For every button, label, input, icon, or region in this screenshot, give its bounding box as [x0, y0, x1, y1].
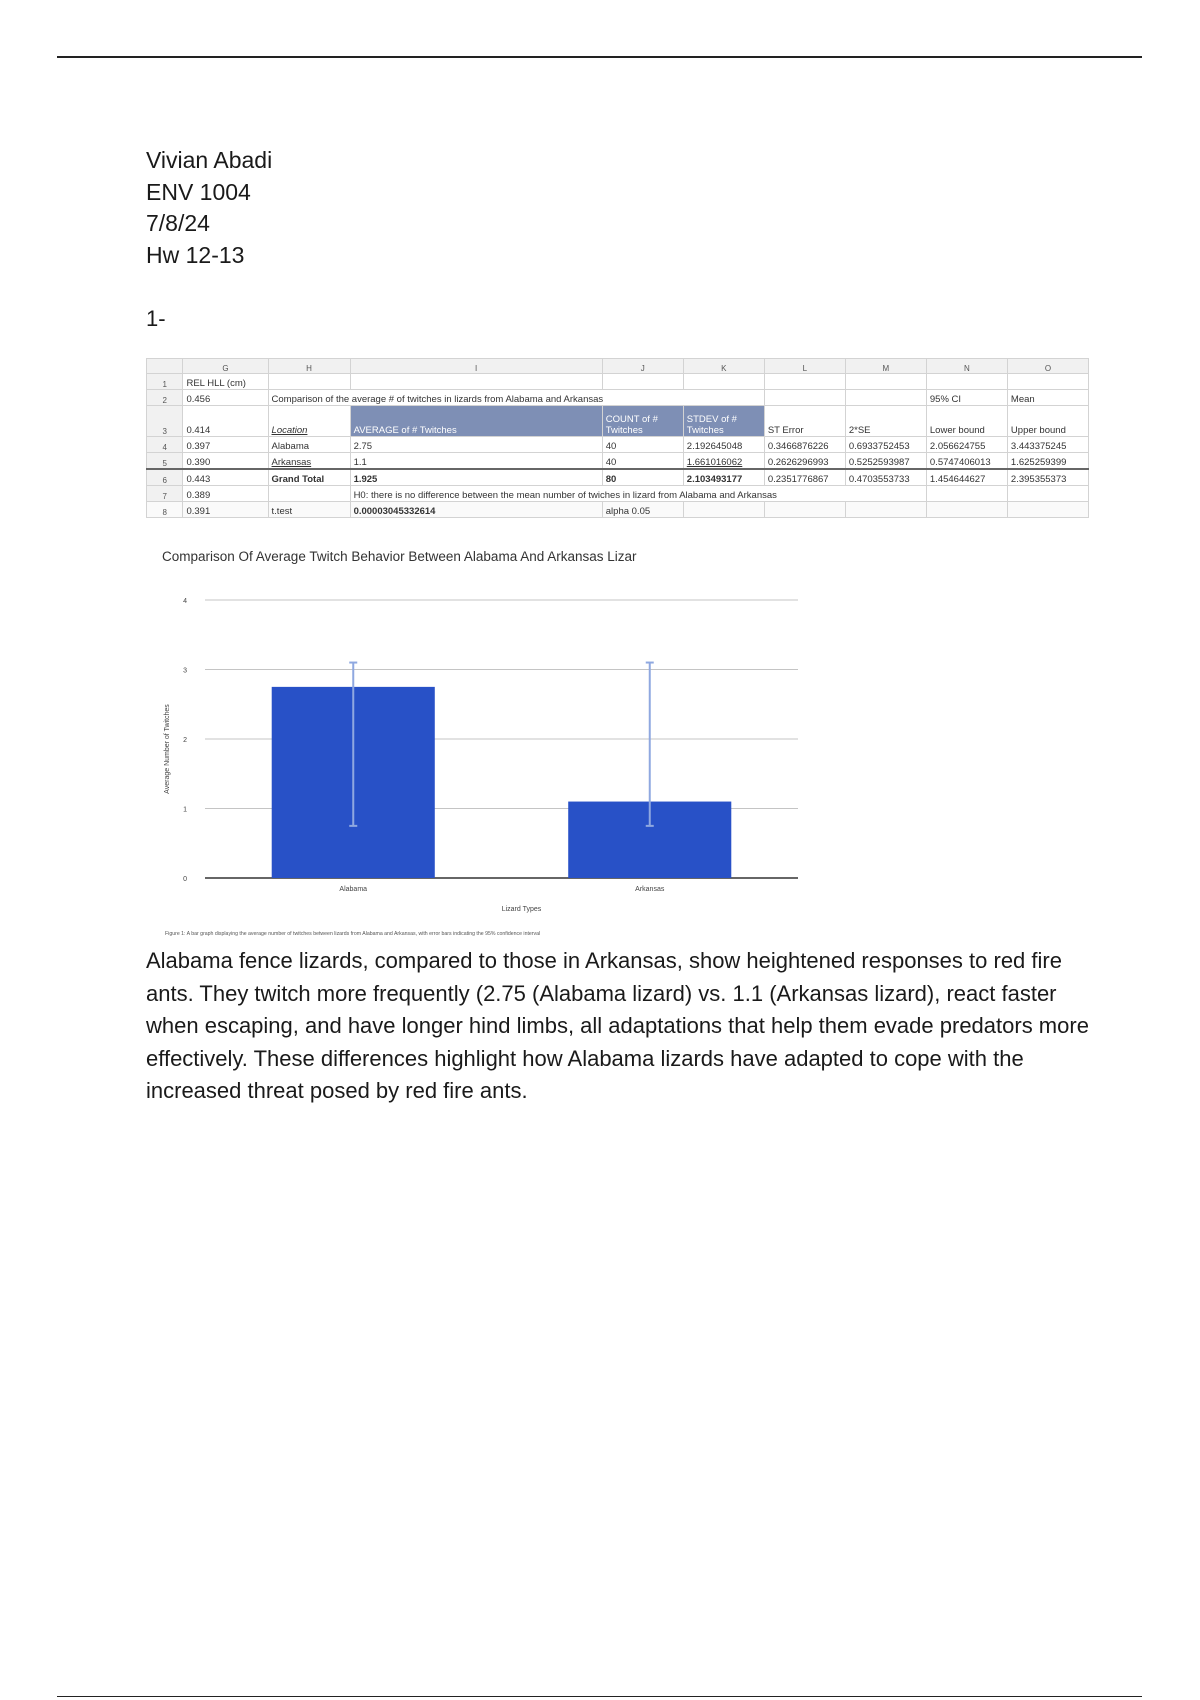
question-number: 1-: [146, 306, 166, 331]
table-cell: 2.192645048: [683, 437, 764, 453]
row-number: 6: [147, 469, 183, 486]
table-header-cell: 2*SE: [845, 406, 926, 437]
table-cell: 0.391: [183, 502, 268, 518]
table-row: [147, 374, 1089, 390]
corner-cell: [147, 359, 183, 374]
table-row: [147, 437, 1089, 453]
table-cell: 0.4703553733: [845, 469, 926, 486]
row-number: 1: [147, 374, 183, 390]
table-cell: 1.1: [350, 453, 602, 470]
x-tick-label: Arkansas: [635, 886, 665, 893]
table-header-cell: AVERAGE of # Twitches: [350, 406, 602, 437]
column-header: I: [350, 359, 602, 374]
column-header: H: [268, 359, 350, 374]
table-cell: 0.2351776867: [764, 469, 845, 486]
table-cell: 0.443: [183, 469, 268, 486]
table-cell: Grand Total: [268, 469, 350, 486]
table-cell: 0.397: [183, 437, 268, 453]
document-date: 7/8/24: [146, 210, 210, 236]
figure-caption: Figure 1: A bar graph displaying the average number of twitches between lizards from Alabama and Arkansas, with error bars indicating the 95% confidence interval: [165, 931, 541, 937]
y-tick-label: 3: [183, 667, 187, 675]
table-header-cell: COUNT of # Twitches: [602, 406, 683, 437]
table-cell: 1.454644627: [926, 469, 1007, 486]
table-cell: 3.443375245: [1007, 437, 1088, 453]
column-header: K: [683, 359, 764, 374]
table-row: [147, 486, 1089, 502]
chart-svg: [150, 570, 810, 940]
table-cell: 2.056624755: [926, 437, 1007, 453]
table-cell: 1.661016062: [683, 453, 764, 470]
row-number: 4: [147, 437, 183, 453]
author-name: Vivian Abadi: [146, 147, 273, 173]
table-cell: 0.414: [183, 406, 268, 437]
column-header: O: [1007, 359, 1088, 374]
document-header: [146, 145, 272, 271]
table-cell: 0.2626296993: [764, 453, 845, 470]
table-header-cell: STDEV of # Twitches: [683, 406, 764, 437]
table-cell: 2.103493177: [683, 469, 764, 486]
table-cell: Mean: [1007, 390, 1088, 406]
table-cell: 1.925: [350, 469, 602, 486]
table-cell: 0.390: [183, 453, 268, 470]
row-number: 7: [147, 486, 183, 502]
x-tick-label: Alabama: [339, 886, 368, 893]
table-row: [147, 453, 1089, 470]
column-header: N: [926, 359, 1007, 374]
table-cell: 80: [602, 469, 683, 486]
table-cell: 0.3466876226: [764, 437, 845, 453]
table-header-cell: ST Error: [764, 406, 845, 437]
table-cell: 0.456: [183, 390, 268, 406]
table-cell: 40: [602, 437, 683, 453]
table-header-cell: Upper bound: [1007, 406, 1088, 437]
table-row: [147, 469, 1089, 486]
y-axis-label: Average Number of Twitches: [164, 704, 171, 794]
table-cell: t.test: [268, 502, 350, 518]
course-code: ENV 1004: [146, 178, 251, 205]
table-cell: 95% CI: [926, 390, 1007, 406]
bar-chart: [150, 570, 810, 940]
spreadsheet-screenshot: [146, 358, 1089, 530]
y-tick-label: 4: [183, 598, 187, 605]
table-title-cell: Comparison of the average # of twitches in lizards from Alabama and Arkansas: [268, 390, 764, 406]
chart-title: Comparison Of Average Twitch Behavior Between Alabama And Arkansas Lizar: [162, 549, 637, 564]
table-cell: 0.5747406013: [926, 453, 1007, 470]
y-tick-label: 1: [183, 806, 187, 814]
table-cell: 0.389: [183, 486, 268, 502]
table-cell: Arkansas: [268, 453, 350, 470]
y-tick-label: 0: [183, 876, 187, 883]
column-header: L: [764, 359, 845, 374]
spreadsheet-table: [146, 358, 1089, 518]
answer-paragraph: Alabama fence lizards, compared to those in Arkansas, show heightened responses to red fire ants. They twitch more frequently (2.75 (Alabama lizard) vs. 1.1 (Arkansas lizard), react faster when escaping, and have longer hind limbs, all adaptations that help them evade predators more effectively. These differences highlight how Alabama lizards have adapted to cope with the increased threat posed by red fire ants.: [146, 948, 1089, 1103]
y-tick-label: 2: [183, 737, 187, 744]
row-number: 2: [147, 390, 183, 406]
table-cell: 1.625259399: [1007, 453, 1088, 470]
table-cell: alpha 0.05: [602, 502, 683, 518]
row-number: 8: [147, 502, 183, 518]
row-number: 3: [147, 406, 183, 437]
table-cell: REL HLL (cm): [183, 374, 268, 390]
table-header-row: [147, 406, 1089, 437]
column-header: M: [845, 359, 926, 374]
table-header-cell: Location: [268, 406, 350, 437]
table-cell: 0.6933752453: [845, 437, 926, 453]
table-cell: 40: [602, 453, 683, 470]
column-header: G: [183, 359, 268, 374]
column-header: J: [602, 359, 683, 374]
header-rule: [57, 56, 1142, 58]
table-cell: 2.395355373: [1007, 469, 1088, 486]
table-row: [147, 502, 1089, 518]
assignment-title: Hw 12-13: [146, 241, 245, 268]
table-cell: 0.00003045332614: [350, 502, 602, 518]
footer-rule: [57, 1696, 1142, 1697]
table-cell: Alabama: [268, 437, 350, 453]
table-row: [147, 390, 1089, 406]
column-header-row: [147, 359, 1089, 374]
table-cell: 0.5252593987: [845, 453, 926, 470]
row-number: 5: [147, 453, 183, 470]
table-header-cell: Lower bound: [926, 406, 1007, 437]
table-cell: 2.75: [350, 437, 602, 453]
x-axis-label: Lizard Types: [501, 906, 542, 913]
hypothesis-cell: H0: there is no difference between the mean number of twiches in lizard from Alabama and Arkansas: [350, 486, 926, 502]
